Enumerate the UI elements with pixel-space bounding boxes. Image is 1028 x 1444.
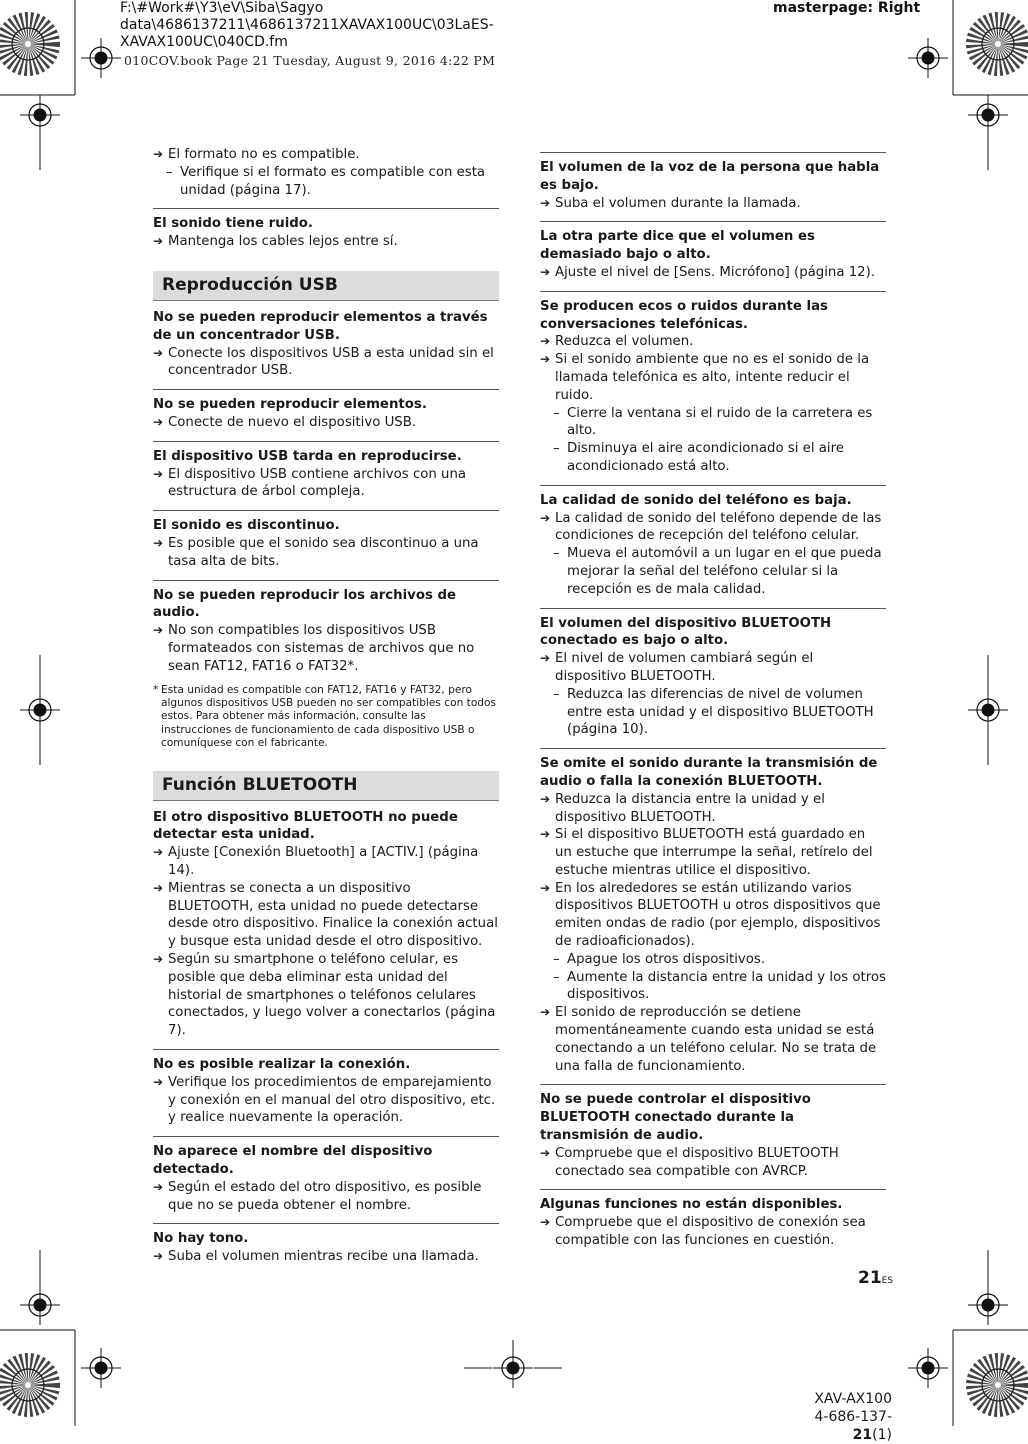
registration-mark-icon — [908, 1348, 948, 1388]
solution: ➔ Compruebe que el dispositivo de conexión sea compatible con las funciones en cuestión. — [540, 1215, 866, 1249]
troubleshoot-item — [153, 1049, 499, 1127]
troubleshoot-item — [540, 1084, 886, 1180]
solution: ➔ Reduzca la distancia entre la unidad y el dispositivo BLUETOOTH. — [540, 791, 825, 825]
problem-title: El dispositivo USB tarda en reproducirse. — [153, 448, 462, 464]
problem-title: No se pueden reproducir elementos a través de un concentrador USB. — [153, 309, 488, 343]
masterpage-label: masterpage: Right — [773, 0, 921, 16]
footnote: * Esta unidad es compatible con FAT12, FAT16 y FAT32, pero algunos dispositivos USB pueden no ser compatibles con todos estos. Para obtener más información, consulte las instrucciones de funcionamiento de cada dispositivo USB o comuníquese con el fabricante. — [153, 683, 497, 750]
book-stamp: 010COV.book Page 21 Tuesday, August 9, 2016 4:22 PM — [124, 53, 496, 68]
arrow-icon: ➔ — [153, 951, 164, 966]
arrow-icon: ➔ — [153, 1179, 164, 1194]
page-number: 21ES — [858, 1268, 894, 1288]
arrow-icon: ➔ — [540, 1215, 551, 1230]
file-path-line-2: XAVAX100UC\040CD.fm — [120, 34, 288, 50]
troubleshoot-item — [540, 291, 886, 476]
registration-star-icon — [12, 1369, 44, 1401]
arrow-icon: ➔ — [153, 345, 164, 360]
problem-title: El volumen de la voz de la persona que habla es bajo. — [540, 160, 880, 193]
model-number: XAV-AX100 — [814, 1391, 892, 1407]
registration-mark-icon — [968, 95, 1008, 135]
arrow-icon: ➔ — [153, 535, 164, 550]
arrow-icon: ➔ — [540, 651, 551, 666]
arrow-icon: ➔ — [153, 147, 164, 161]
solution: ➔ Si el dispositivo BLUETOOTH está guardado en un estuche que interrumpe la señal, retírelo del estuche mientras utilice el dispositivo. — [540, 827, 873, 878]
registration-mark-icon — [908, 38, 948, 78]
registration-mark-icon — [493, 1348, 533, 1388]
sub-solution: – Apague los otros dispositivos. — [553, 951, 766, 967]
problem-title: La otra parte dice que el volumen es demasiado bajo o alto. — [540, 229, 815, 263]
solution: ➔ Mantenga los cables lejos entre sí. — [153, 234, 398, 250]
arrow-icon: ➔ — [540, 352, 551, 367]
problem-title: No se puede controlar el dispositivo BLUETOOTH conectado durante la transmisión de audio. — [540, 1092, 811, 1144]
sub-solution: – Verifique si el formato es compatible con esta unidad (página 17). — [166, 164, 486, 198]
sub-solution: – Mueva el automóvil a un lugar en el que pueda mejorar la señal del teléfono celular si la recepción es de mala calidad. — [553, 546, 882, 597]
problem-title: La calidad de sonido del teléfono es baja. — [540, 492, 852, 508]
solution: ➔ Ajuste el nivel de [Sens. Micrófono] (página 12). — [540, 264, 876, 280]
registration-star-icon — [12, 28, 44, 60]
troubleshoot-item — [153, 208, 499, 251]
problem-title: El sonido es discontinuo. — [153, 518, 340, 534]
arrow-icon: ➔ — [153, 845, 164, 860]
problem-title: Se producen ecos o ruidos durante las conversaciones telefónicas. — [540, 298, 828, 332]
problem-title: No es posible realizar la conexión. — [153, 1056, 411, 1072]
troubleshoot-item — [153, 1136, 499, 1214]
file-path-line-1: F:\#Work#\Y3\eV\Siba\Sagyo data\4686137211\4686137211XAVAX100UC\03LaES- — [120, 0, 494, 33]
file-path — [120, 0, 680, 51]
arrow-icon: ➔ — [153, 1074, 164, 1089]
solution: ➔ Es posible que el sonido sea discontinuo a una tasa alta de bits. — [153, 535, 479, 569]
dash-icon: – — [553, 951, 560, 967]
problem-title: No hay tono. — [153, 1231, 249, 1247]
troubleshoot-item — [153, 809, 499, 1040]
solution: ➔ Compruebe que el dispositivo BLUETOOTH conectado sea compatible con AVRCP. — [540, 1145, 839, 1179]
sub-solution: – Disminuya el aire acondicionado si el aire acondicionado está alto. — [553, 441, 844, 474]
sub-solution: – Reduzca las diferencias de nivel de volumen entre esta unidad y el dispositivo BLUETOOTH (página 10). — [553, 686, 874, 738]
solution: ➔ Conecte de nuevo el dispositivo USB. — [153, 414, 417, 430]
arrow-icon: ➔ — [540, 880, 551, 895]
solution: ➔ Conecte los dispositivos USB a esta unidad sin el concentrador USB. — [153, 345, 494, 379]
solution: ➔ Suba el volumen mientras recibe una llamada. — [153, 1249, 479, 1265]
troubleshoot-item — [540, 485, 886, 599]
troubleshoot-item — [153, 309, 499, 380]
arrow-icon: ➔ — [540, 510, 551, 525]
solution: ➔ Según el estado del otro dispositivo, es posible que no se pueda obtener el nombre. — [153, 1179, 482, 1213]
troubleshoot-item — [540, 608, 886, 740]
troubleshoot-item — [540, 748, 886, 1075]
solution: ➔ Reduzca el volumen. — [540, 334, 694, 350]
dash-icon: – — [553, 441, 560, 457]
troubleshoot-item — [153, 441, 499, 501]
arrow-icon: ➔ — [540, 1145, 551, 1160]
dash-icon: – — [553, 405, 560, 421]
arrow-icon: ➔ — [153, 234, 164, 249]
problem-title: El sonido tiene ruido. — [153, 216, 313, 232]
solution: ➔ El sonido de reproducción se detiene momentáneamente cuando esta unidad se está conectando a un teléfono celular. No se trata de una falla de funcionamiento. — [540, 1005, 877, 1074]
dash-icon: – — [553, 969, 560, 985]
solution: ➔ El formato no es compatible. — [153, 147, 360, 162]
sub-solution: – Aumente la distancia entre la unidad y los otros dispositivos. — [553, 969, 886, 1003]
part-number: 4-686-137-21(1) — [814, 1409, 892, 1443]
arrow-icon: ➔ — [153, 623, 164, 638]
registration-mark-icon — [968, 1285, 1008, 1325]
arrow-icon: ➔ — [540, 791, 551, 806]
arrow-icon: ➔ — [153, 880, 164, 895]
problem-title: El otro dispositivo BLUETOOTH no puede detectar esta unidad. — [153, 809, 458, 843]
registration-star-icon — [982, 28, 1014, 60]
solution: ➔ Suba el volumen durante la llamada. — [540, 195, 801, 211]
solution: ➔ La calidad de sonido del teléfono depende de las condiciones de recepción del teléfono celular. — [540, 510, 882, 544]
problem-title: No se pueden reproducir los archivos de audio. — [153, 587, 457, 621]
troubleshoot-item — [153, 146, 499, 199]
solution: ➔ No son compatibles los dispositivos USB formateados con sistemas de archivos que no sean FAT12, FAT16 o FAT32*. — [153, 623, 475, 674]
dash-icon: – — [166, 164, 173, 180]
registration-mark-icon — [20, 690, 60, 730]
section-heading-bluetooth: Función BLUETOOTH — [153, 771, 499, 801]
registration-mark-icon — [968, 690, 1008, 730]
solution: ➔ Mientras se conecta a un dispositivo BLUETOOTH, esta unidad no puede detectarse desde otro dispositivo. Finalice la conexión actual y busque esta unidad desde el otro dispositivo. — [153, 880, 498, 950]
troubleshoot-item — [153, 1223, 499, 1266]
sub-solution: – Cierre la ventana si el ruido de la carretera es alto. — [553, 405, 873, 439]
registration-mark-icon — [20, 95, 60, 135]
arrow-icon: ➔ — [540, 1005, 551, 1020]
troubleshoot-item — [540, 152, 886, 212]
solution: ➔ Ajuste [Conexión Bluetooth] a [ACTIV.] (página 14). — [153, 845, 479, 878]
problem-title: El volumen del dispositivo BLUETOOTH conectado es bajo o alto. — [540, 615, 832, 649]
arrow-icon: ➔ — [153, 1249, 164, 1264]
arrow-icon: ➔ — [540, 827, 551, 842]
problem-title: Se omite el sonido durante la transmisión de audio o falla la conexión BLUETOOTH. — [540, 756, 878, 789]
troubleshoot-item — [153, 510, 499, 570]
troubleshoot-item — [540, 221, 886, 281]
solution: ➔ Si el sonido ambiente que no es el sonido de la llamada telefónica es alto, intente reducir el ruido. — [540, 352, 870, 403]
problem-title: No se pueden reproducir elementos. — [153, 397, 427, 413]
troubleshoot-item — [153, 580, 499, 676]
registration-mark-icon — [81, 1348, 121, 1388]
footnote-marker: * — [153, 683, 159, 696]
model-info — [780, 1390, 892, 1444]
solution: ➔ Según su smartphone o teléfono celular, es posible que deba eliminar esta unidad del historial de smartphones o teléfonos celulares conectados, y luego volver a conectarlos (página 7). — [153, 951, 496, 1039]
registration-star-icon — [982, 1369, 1014, 1401]
registration-mark-icon — [20, 1285, 60, 1325]
arrow-icon: ➔ — [540, 195, 551, 210]
troubleshoot-item — [540, 1189, 886, 1249]
section-heading-usb: Reproducción USB — [153, 271, 499, 301]
dash-icon: – — [553, 546, 560, 562]
solution: ➔ El dispositivo USB contiene archivos con una estructura de árbol compleja. — [153, 466, 467, 500]
arrow-icon: ➔ — [540, 334, 551, 349]
troubleshoot-item — [153, 389, 499, 432]
dash-icon: – — [553, 686, 560, 702]
solution: ➔ Verifique los procedimientos de emparejamiento y conexión en el manual del otro dispositivo, etc. y realice nuevamente la operación. — [153, 1074, 496, 1126]
registration-mark-icon — [81, 38, 121, 78]
solution: ➔ El nivel de volumen cambiará según el dispositivo BLUETOOTH. — [540, 651, 814, 684]
problem-title: Algunas funciones no están disponibles. — [540, 1197, 843, 1213]
solution: ➔ En los alrededores se están utilizando varios dispositivos BLUETOOTH u otros dispositivos que emiten ondas de radio (por ejemplo, dispositivos de radioaficionados). — [540, 880, 881, 950]
left-column — [153, 146, 499, 1266]
arrow-icon: ➔ — [153, 414, 164, 429]
arrow-icon: ➔ — [153, 466, 164, 481]
page-language: ES — [881, 1276, 894, 1286]
arrow-icon: ➔ — [540, 264, 551, 279]
right-column — [540, 152, 886, 1250]
problem-title: No aparece el nombre del dispositivo detectado. — [153, 1144, 433, 1177]
